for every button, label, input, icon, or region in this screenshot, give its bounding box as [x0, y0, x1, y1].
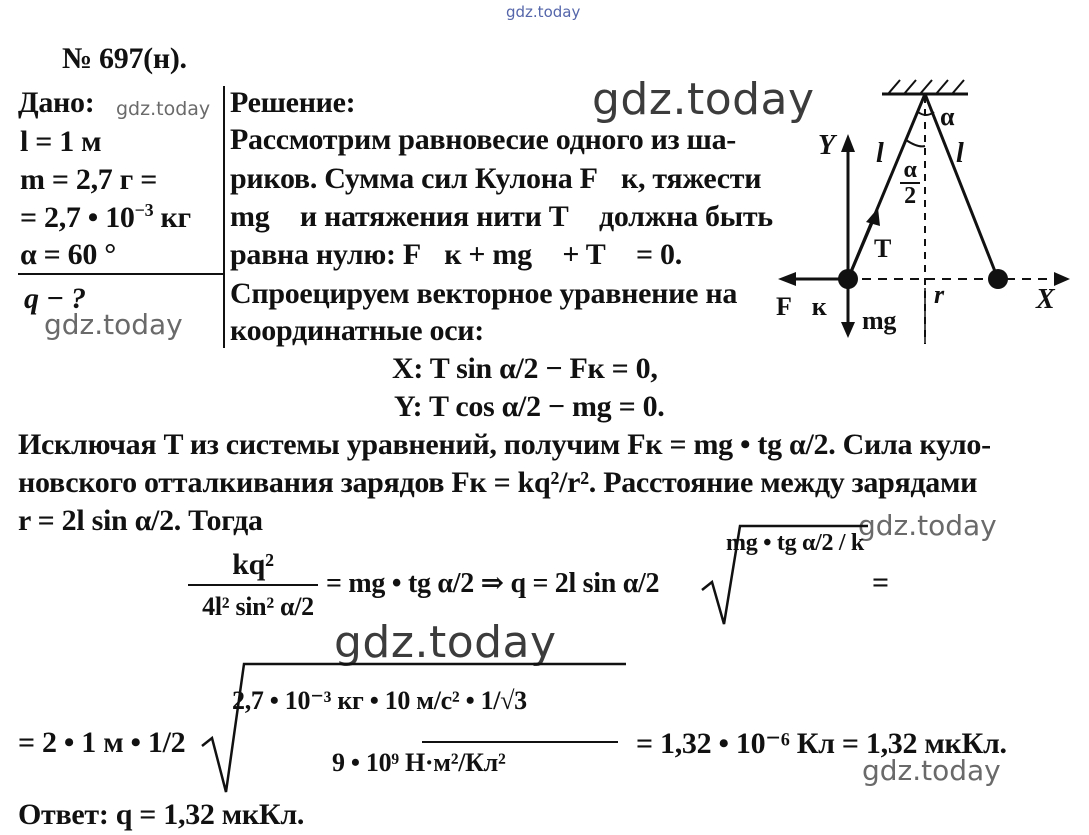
watermark-mid-1: gdz.today	[44, 308, 183, 341]
formula2-result: = 1,32 • 10⁻⁶ Кл = 1,32 мкКл.	[636, 727, 1007, 760]
formula1-fraction-bar	[188, 584, 318, 586]
angle-arc-half	[906, 140, 925, 146]
watermark-mid-3: gdz.today	[862, 754, 1001, 787]
label-thread-left: l	[876, 138, 884, 169]
ball-right	[988, 269, 1008, 289]
x-axis-arrow	[1054, 272, 1070, 286]
paragraph-line-1: Исключая T из системы уравнений, получим Fк = mg • tg α/2. Сила куло-	[18, 428, 991, 461]
formula1-end: =	[872, 566, 889, 599]
answer: Ответ: q = 1,32 мкКл.	[18, 798, 305, 831]
solution-line-5: Спроецируем векторное уравнение на	[230, 277, 738, 310]
equation-x: X: T sin α/2 − Fк = 0,	[392, 352, 658, 385]
solution-line-2: риков. Сумма сил Кулона F⃗к, тяжести	[230, 162, 762, 195]
given-find: q − ?	[24, 282, 86, 315]
watermark-small-1: gdz.today	[116, 98, 211, 120]
y-axis-arrow	[841, 134, 855, 152]
formula2-numerator: 2,7 • 10⁻³ кг • 10 м/с² • 1/√3	[232, 686, 527, 715]
given-divider	[18, 273, 224, 275]
ceiling-hatching	[888, 80, 964, 94]
given-length: l = 1 м	[20, 125, 102, 158]
force-coulomb-arrow	[778, 272, 796, 286]
formula1-middle: = mg • tg α/2 ⇒ q = 2l sin α/2	[326, 568, 660, 599]
solution-line-1: Рассмотрим равновесие одного из ша-	[230, 123, 736, 156]
paragraph-line-2: новского отталкивания зарядов Fк = kq²/r². Расстояние между зарядами	[18, 466, 978, 499]
given-mass-si: = 2,7 • $10^{-3}$ кг	[20, 200, 191, 234]
label-alpha: α	[940, 102, 955, 131]
given-separator	[223, 86, 225, 348]
formula1-root-content: mg • tg α/2 / k	[726, 530, 864, 556]
label-distance-r: r	[934, 280, 944, 309]
formula1-denominator: 4l² sin² α/2	[202, 592, 314, 621]
equation-y: Y: T cos α/2 − mg = 0.	[394, 390, 665, 423]
thread-right	[925, 94, 998, 279]
label-x-axis: X	[1036, 284, 1055, 315]
gravity-arrow	[841, 322, 855, 338]
formula2-left: = 2 • 1 м • 1/2	[18, 726, 186, 759]
problem-number: № 697(н).	[62, 42, 187, 75]
label-y-axis: Y	[818, 130, 835, 161]
watermark-top: gdz.today	[506, 3, 581, 21]
label-thread-right: l	[956, 138, 964, 169]
tension-arrow	[866, 208, 880, 226]
formula1-numerator: kq²	[232, 548, 274, 581]
paragraph-line-3: r = 2l sin α/2. Тогда	[18, 504, 263, 537]
solution-line-6: координатные оси:	[230, 314, 484, 347]
watermark-mid-2: gdz.today	[858, 509, 997, 542]
watermark-large-2: gdz.today	[334, 617, 557, 668]
solution-line-4: равна нулю: F⃗к + mg⃗ + T⃗ = 0.	[230, 238, 682, 271]
watermark-large-1: gdz.today	[592, 74, 815, 125]
ball-left	[838, 269, 858, 289]
given-mass: m = 2,7 г =	[20, 163, 158, 196]
given-alpha: α = 60 °	[20, 238, 116, 271]
label-coulomb-force: F⃗к	[776, 292, 827, 321]
solution-title: Решение:	[230, 86, 356, 119]
label-tension: T⃗	[874, 234, 912, 263]
label-gravity: mg⃗	[862, 306, 917, 335]
given-title: Дано:	[18, 86, 95, 119]
formula2-denominator: 9 • 10⁹ Н·м²/Кл²	[332, 748, 506, 777]
solution-line-3: mg⃗ и натяжения нити T⃗ должна быть	[230, 200, 773, 233]
label-alpha-half: α 2	[900, 158, 920, 208]
